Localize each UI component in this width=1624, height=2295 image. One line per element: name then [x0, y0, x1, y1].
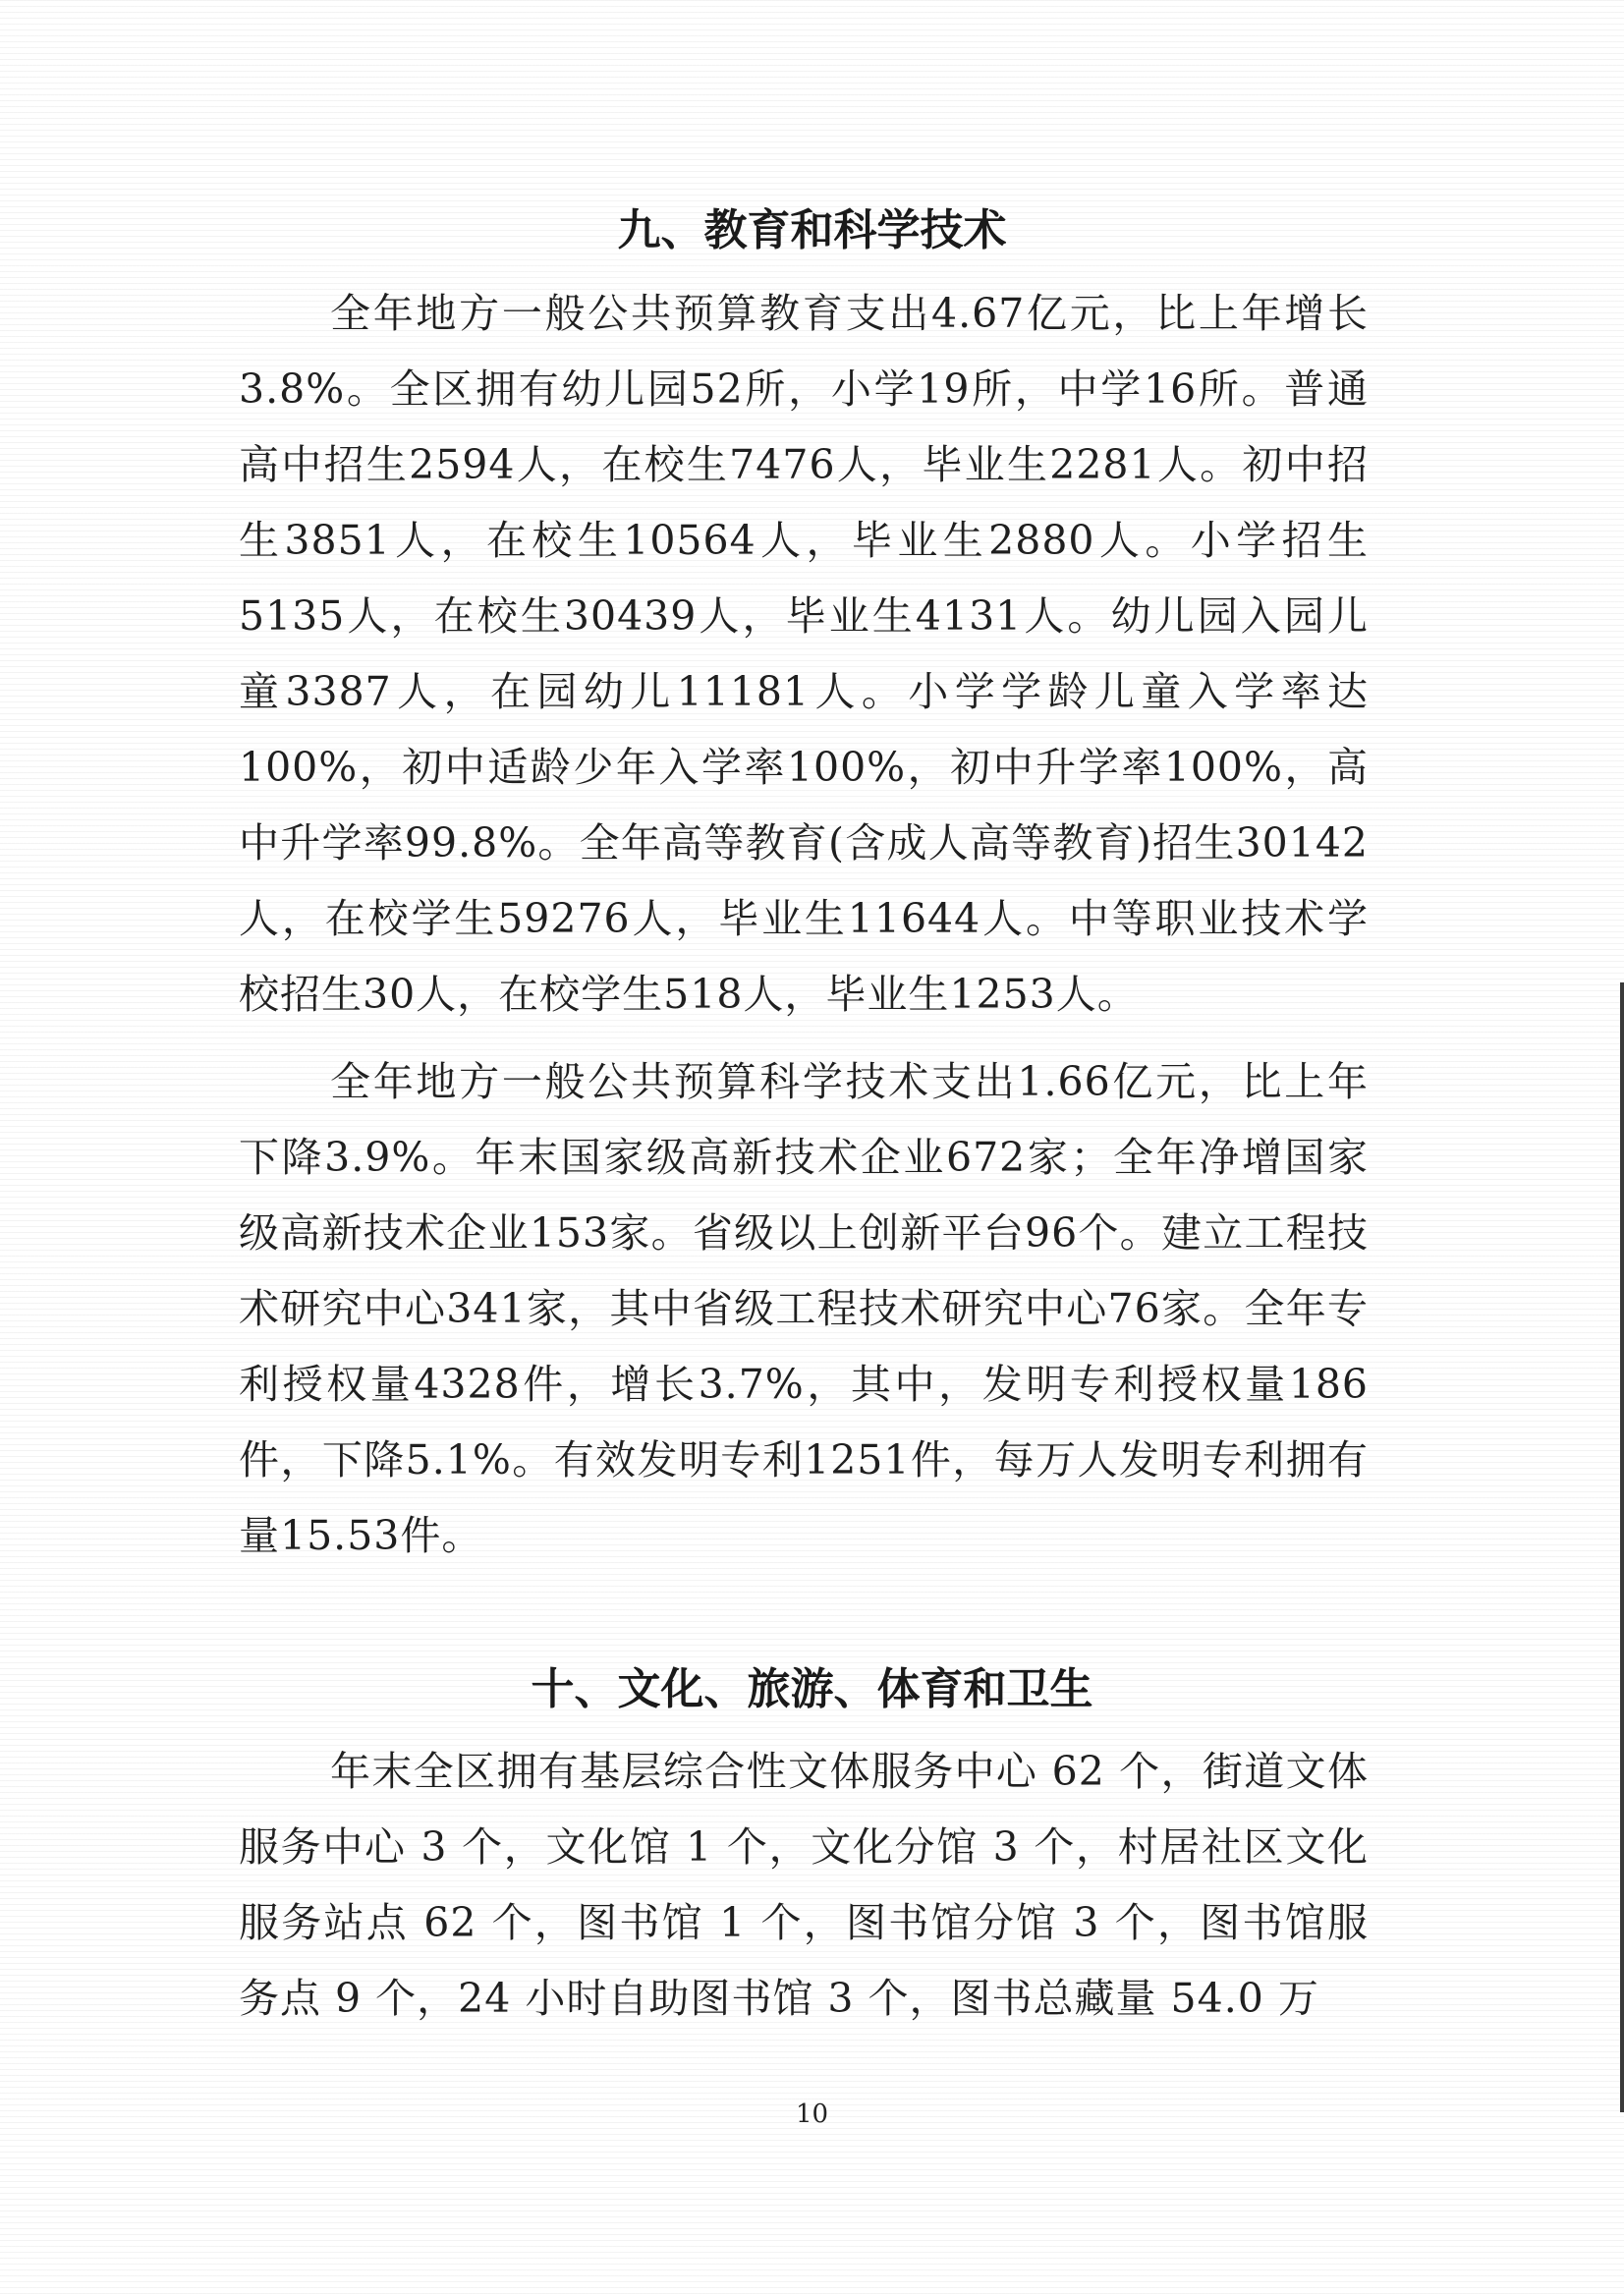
- page-number: 10: [795, 2099, 829, 2129]
- section-9-heading: 九、教育和科学技术: [617, 205, 1007, 255]
- section-10-paragraph-culture: 年末全区拥有基层综合性文体服务中心 62 个，街道文体服务中心 3 个，文化馆 1 个，文化分馆 3 个，村居社区文化服务站点 62 个，图书馆 1 个，图书馆分馆 3 个，图书馆服务点 9 个，24 小时自助图书馆 3 个，图书总藏量 54.0 万: [239, 1748, 1369, 2022]
- section-10-heading: 十、文化、旅游、体育和卫生: [531, 1664, 1093, 1714]
- page-edge-shadow: [1620, 982, 1624, 2112]
- section-9-paragraph-education: 全年地方一般公共预算教育支出4.67亿元，比上年增长3.8%。全区拥有幼儿园52所，小学19所，中学16所。普通高中招生2594人，在校生7476人，毕业生2281人。初中招生3851人，在校生10564人，毕业生2880人。小学招生5135人，在校生30439人，毕业生4131人。幼儿园入园儿童3387人，在园幼儿11181人。小学学龄儿童入学率达100%，初中适龄少年入学率100%，初中升学率100%，高中升学率99.8%。全年高等教育(含成人高等教育)招生30142人，在校学生59276人，毕业生11644人。中等职业技术学校招生30人，在校学生518人，毕业生1253人。: [239, 290, 1369, 1018]
- section-9-paragraph-science: 全年地方一般公共预算科学技术支出1.66亿元，比上年下降3.9%。年末国家级高新技术企业672家；全年净增国家级高新技术企业153家。省级以上创新平台96个。建立工程技术研究中心341家，其中省级工程技术研究中心76家。全年专利授权量4328件，增长3.7%，其中，发明专利授权量186件，下降5.1%。有效发明专利1251件，每万人发明专利拥有量15.53件。: [239, 1058, 1369, 1559]
